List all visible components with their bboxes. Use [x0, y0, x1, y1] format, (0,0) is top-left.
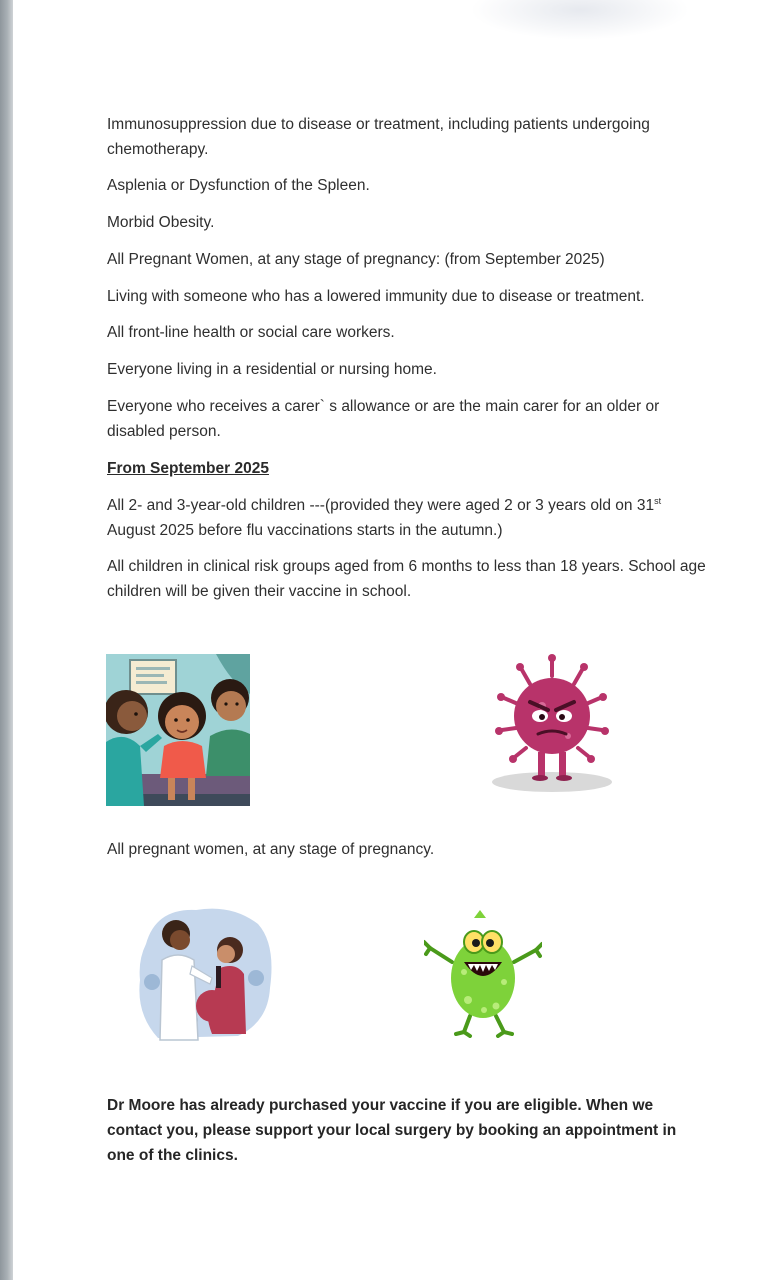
closing-note: Dr Moore has already purchased your vaccine if you are eligible. When we contact you, please support your local surgery by booking an appointment in one of the clinics. — [107, 1097, 677, 1164]
virus-body-green — [451, 938, 515, 1018]
children-2-3-text-b: August 2025 before flu vaccinations starts in the autumn.) — [107, 522, 503, 539]
eligibility-carers: Everyone who receives a carer` s allowance or are the main carer for an older or disabled person. — [107, 398, 660, 440]
scan-left-edge — [0, 0, 13, 1280]
pink-virus-illustration — [490, 652, 614, 796]
patient-face — [217, 945, 235, 963]
pregnant-caption: All pregnant women, at any stage of pregnancy. — [107, 841, 435, 858]
section-heading-september: From September 2025 — [107, 460, 269, 477]
eligibility-immunosuppression: Immunosuppression due to disease or treatment, including patients undergoing chemotherapy. — [107, 116, 650, 158]
eligibility-household-contact: Living with someone who has a lowered immunity due to disease or treatment. — [107, 288, 645, 305]
eligibility-obesity: Morbid Obesity. — [107, 214, 215, 231]
parent-face — [216, 691, 246, 721]
scan-smudge — [470, 0, 690, 40]
child-face — [165, 705, 199, 739]
eligibility-care-home: Everyone living in a residential or nursing home. — [107, 361, 437, 378]
eligibility-frontline-workers: All front-line health or social care workers. — [107, 324, 395, 341]
children-2-3-paragraph — [107, 493, 707, 543]
eligibility-pregnant: All Pregnant Women, at any stage of pregnancy: (from September 2025) — [107, 251, 605, 268]
nurse-face — [117, 701, 147, 731]
nurse-body — [106, 737, 144, 806]
parent-shirt — [206, 729, 250, 776]
child-dress — [160, 741, 206, 778]
virus-body — [514, 678, 590, 754]
green-virus-illustration — [424, 908, 542, 1038]
ordinal-suffix: st — [654, 495, 662, 506]
clinical-risk-paragraph: All children in clinical risk groups aged from 6 months to less than 18 years. School age children will be given their vaccine in school. — [107, 558, 706, 600]
clinic-vaccination-illustration — [106, 654, 250, 806]
virus-shadow — [492, 772, 612, 792]
pregnant-vaccination-illustration — [136, 904, 274, 1042]
eligibility-asplenia: Asplenia or Dysfunction of the Spleen. — [107, 177, 370, 194]
children-2-3-text-a: All 2- and 3-year-old children ---(provided they were aged 2 or 3 years old on 31 — [107, 497, 655, 514]
doctor-face — [170, 930, 190, 950]
